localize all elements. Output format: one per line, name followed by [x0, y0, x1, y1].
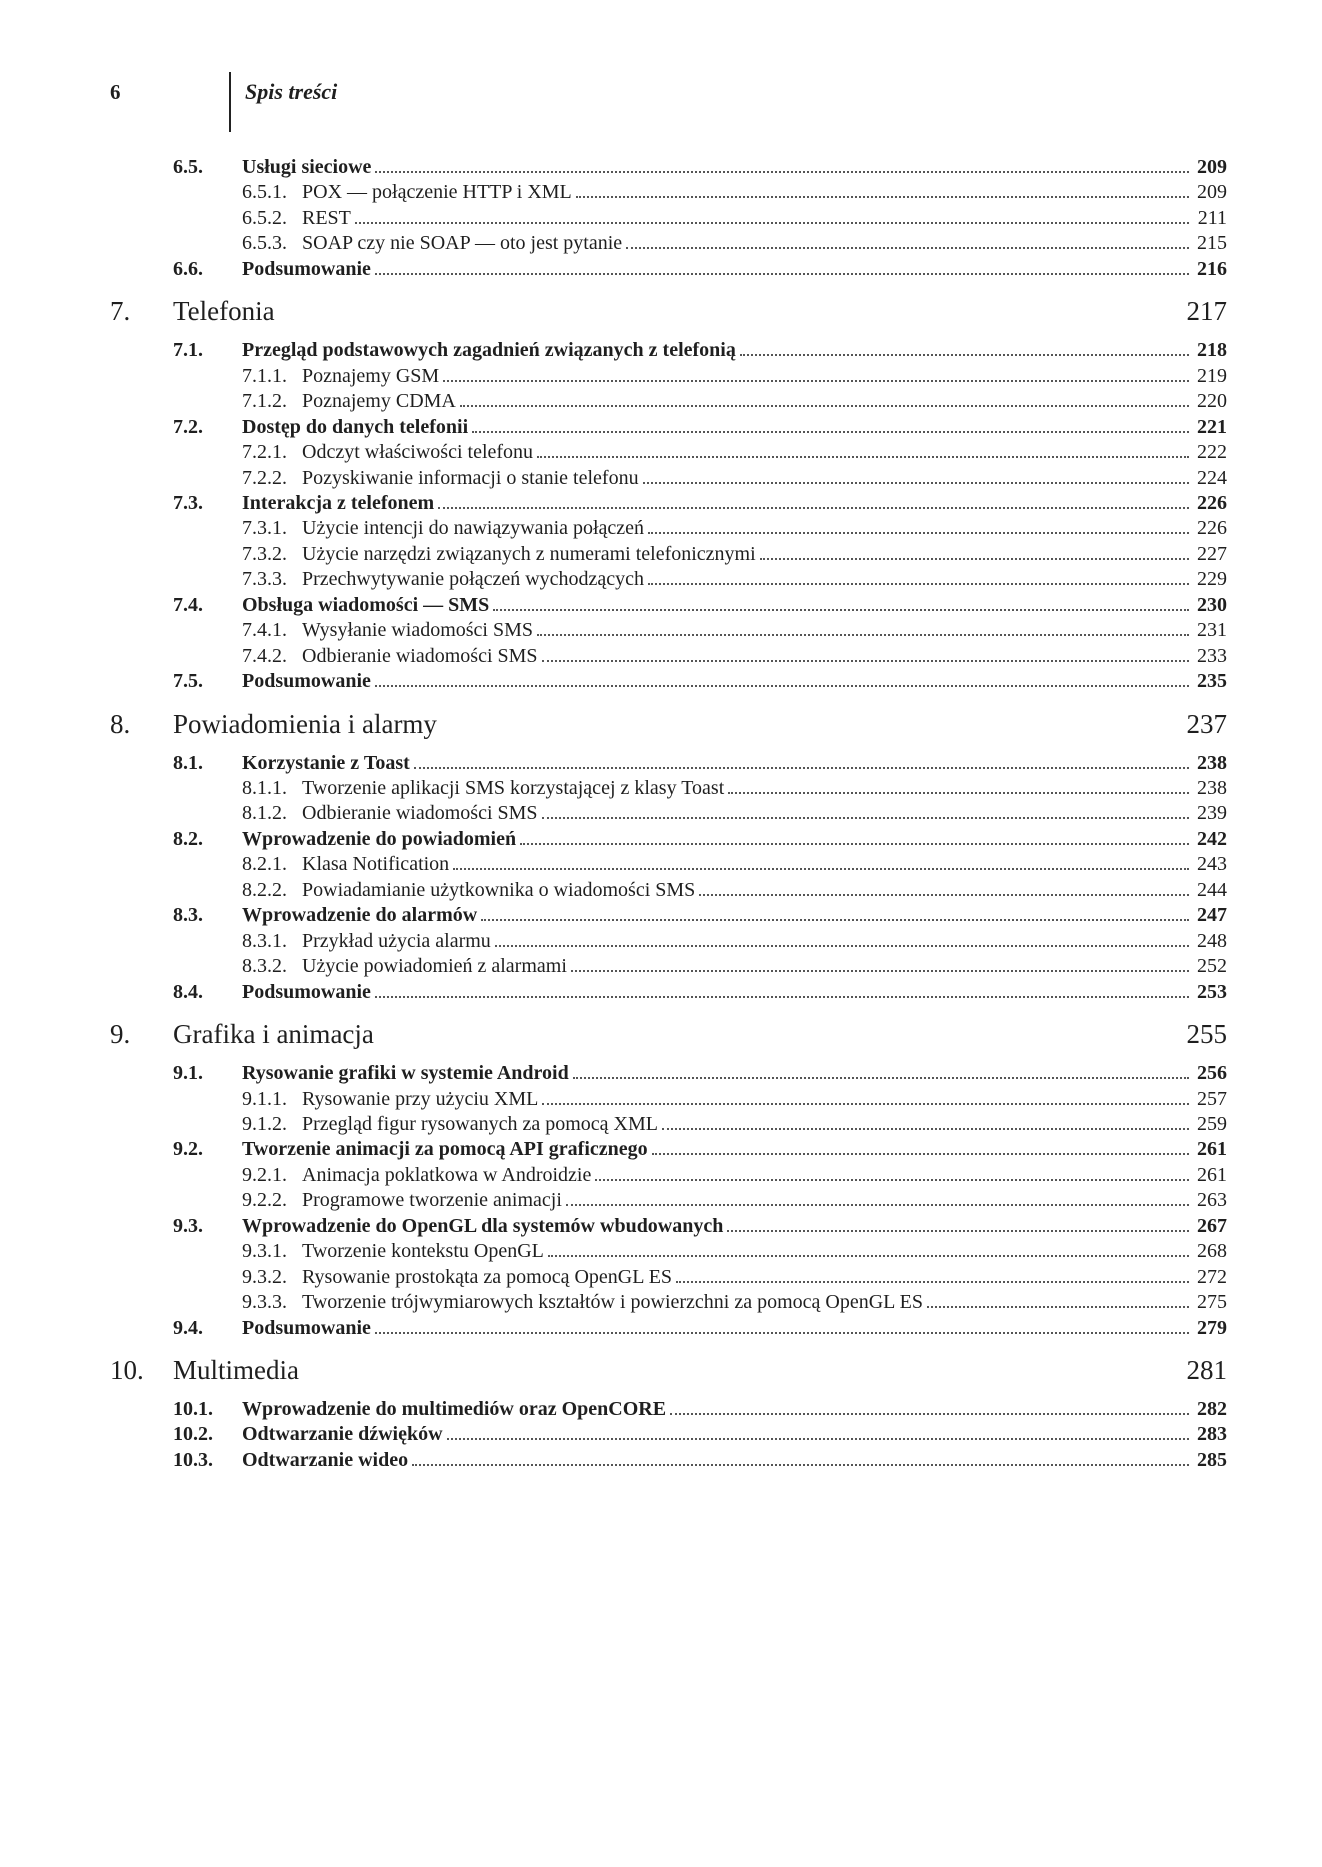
- dot-leader: [453, 868, 1189, 870]
- entry-number: 8.1.: [173, 751, 203, 774]
- chapter-title: Multimedia: [173, 1355, 299, 1385]
- entry-page: 279: [1197, 1316, 1227, 1339]
- header-divider: [229, 72, 231, 132]
- entry-number: 7.2.2.: [242, 466, 287, 489]
- entry-number: 7.2.: [173, 415, 203, 438]
- dot-leader: [670, 1413, 1189, 1415]
- section-entry: [0, 1445, 1322, 1475]
- entry-page: 261: [1197, 1163, 1227, 1186]
- section-entry: [0, 254, 1322, 284]
- entry-line: [242, 977, 1227, 1007]
- entry-title: Obsługa wiadomości — SMS: [242, 593, 490, 616]
- chapter-title: Telefonia: [173, 296, 275, 327]
- entry-title: REST: [302, 206, 351, 229]
- entry-page: 261: [1197, 1138, 1227, 1161]
- entry-title: Wprowadzenie do alarmów: [242, 904, 478, 927]
- entry-number: 9.2.2.: [242, 1189, 287, 1212]
- entry-number: 7.4.1.: [242, 619, 287, 642]
- entry-page: 267: [1197, 1214, 1227, 1237]
- dot-leader: [760, 558, 1189, 560]
- entry-title: Wprowadzenie do powiadomień: [242, 827, 517, 850]
- entry-page: 221: [1197, 415, 1227, 438]
- dot-leader: [566, 1204, 1189, 1206]
- entry-title: Przegląd podstawowych zagadnień związanych z telefonią: [242, 339, 736, 362]
- entry-page: 247: [1197, 904, 1227, 927]
- dot-leader: [595, 1179, 1189, 1181]
- page-number: 6: [110, 80, 121, 104]
- entry-title: Klasa Notification: [302, 853, 450, 876]
- entry-number: 8.2.1.: [242, 853, 287, 876]
- dot-leader: [542, 817, 1189, 819]
- entry-page: 283: [1197, 1423, 1227, 1446]
- dot-leader: [460, 405, 1189, 407]
- entry-title: SOAP czy nie SOAP — oto jest pytanie: [302, 232, 623, 255]
- entry-page: 238: [1197, 777, 1227, 799]
- dot-leader: [493, 609, 1189, 611]
- entry-number: 6.5.1.: [242, 181, 287, 204]
- entry-page: 252: [1197, 955, 1227, 978]
- entry-number: 7.1.1.: [242, 364, 287, 387]
- dot-leader: [438, 507, 1189, 509]
- dot-leader: [472, 431, 1189, 433]
- entry-number: 6.6.: [173, 257, 203, 280]
- entry-number: 9.3.1.: [242, 1240, 287, 1263]
- entry-page: 226: [1197, 491, 1227, 514]
- entry-title: Programowe tworzenie animacji: [302, 1189, 562, 1212]
- chapter-page: 217: [1186, 296, 1227, 327]
- chapter-page: 237: [1186, 708, 1227, 739]
- entry-number: 7.3.3.: [242, 568, 287, 591]
- entry-number: 8.2.2.: [242, 878, 287, 901]
- chapter-number: 9.: [110, 1019, 131, 1050]
- dot-leader: [375, 1332, 1189, 1334]
- entry-page: 268: [1197, 1240, 1227, 1263]
- dot-leader: [495, 945, 1189, 947]
- chapter-page: 281: [1186, 1355, 1227, 1385]
- entry-page: 226: [1197, 517, 1227, 540]
- entry-page: 209: [1197, 181, 1227, 204]
- entry-line: [242, 666, 1227, 696]
- entry-title: Odbieranie wiadomości SMS: [302, 802, 538, 825]
- entry-number: 8.4.: [173, 980, 203, 1003]
- dot-leader: [443, 380, 1189, 382]
- entry-number: 9.1.1.: [242, 1087, 287, 1110]
- entry-number: 7.2.1.: [242, 441, 287, 464]
- entry-title: Interakcja z telefonem: [242, 491, 435, 514]
- chapter-heading: [0, 704, 1322, 744]
- entry-page: 243: [1197, 853, 1227, 876]
- entry-number: 7.3.1.: [242, 517, 287, 540]
- entry-title: Poznajemy GSM: [302, 364, 440, 387]
- entry-title: Odtwarzanie dźwięków: [242, 1423, 443, 1446]
- entry-title: Rysowanie grafiki w systemie Android: [242, 1062, 569, 1085]
- entry-number: 7.1.: [173, 339, 203, 362]
- entry-title: Tworzenie aplikacji SMS korzystającej z klasy Toast: [302, 777, 725, 799]
- entry-number: 8.3.: [173, 904, 203, 927]
- entry-number: 9.2.1.: [242, 1163, 287, 1186]
- dot-leader: [537, 634, 1189, 636]
- entry-number: 7.5.: [173, 670, 203, 693]
- entry-page: 242: [1197, 827, 1227, 850]
- entry-title: Tworzenie trójwymiarowych kształtów i powierzchni za pomocą OpenGL ES: [302, 1291, 923, 1314]
- entry-page: 235: [1197, 670, 1227, 693]
- entry-page: 216: [1197, 257, 1227, 280]
- dot-leader: [375, 273, 1189, 275]
- entry-title: Odtwarzanie wideo: [242, 1448, 409, 1471]
- entry-page: 233: [1197, 644, 1227, 667]
- chapter-number: 10.: [110, 1355, 144, 1385]
- entry-number: 7.3.: [173, 491, 203, 514]
- entry-page: 227: [1197, 542, 1227, 565]
- dot-leader: [447, 1438, 1189, 1440]
- entry-number: 9.4.: [173, 1316, 203, 1339]
- entry-page: 224: [1197, 466, 1227, 489]
- section-entry: [0, 977, 1322, 1007]
- dot-leader: [626, 247, 1189, 249]
- dot-leader: [573, 1077, 1189, 1079]
- dot-leader: [676, 1281, 1189, 1283]
- entry-title: Dostęp do danych telefonii: [242, 415, 469, 438]
- entry-page: 259: [1197, 1112, 1227, 1135]
- entry-line: [242, 1445, 1227, 1475]
- entry-title: Użycie intencji do nawiązywania połączeń: [302, 517, 645, 540]
- entry-page: 219: [1197, 364, 1227, 387]
- entry-page: 230: [1197, 593, 1227, 616]
- entry-number: 7.4.: [173, 593, 203, 616]
- entry-title: Odczyt właściwości telefonu: [302, 441, 534, 464]
- dot-leader: [648, 532, 1189, 534]
- entry-page: 231: [1197, 619, 1227, 642]
- entry-number: 9.2.: [173, 1138, 203, 1161]
- entry-title: Poznajemy CDMA: [302, 390, 456, 413]
- dot-leader: [576, 196, 1189, 198]
- entry-line: [242, 1313, 1227, 1343]
- entry-page: 229: [1197, 568, 1227, 591]
- entry-number: 6.5.3.: [242, 232, 287, 255]
- entry-number: 10.2.: [173, 1423, 213, 1446]
- dot-leader: [548, 1255, 1189, 1257]
- running-title: Spis treści: [245, 79, 338, 104]
- entry-page: 275: [1197, 1291, 1227, 1314]
- entry-title: POX — połączenie HTTP i XML: [302, 181, 572, 204]
- entry-number: 9.3.: [173, 1214, 203, 1237]
- entry-number: 8.3.2.: [242, 955, 287, 978]
- entry-page: 244: [1197, 878, 1227, 901]
- page-header: [0, 0, 1322, 140]
- entry-page: 263: [1197, 1189, 1227, 1212]
- entry-title: Użycie powiadomień z alarmami: [302, 955, 567, 978]
- entry-page: 282: [1197, 1398, 1227, 1420]
- entry-page: 272: [1197, 1265, 1227, 1288]
- entry-title: Korzystanie z Toast: [242, 751, 410, 774]
- entry-title: Wprowadzenie do multimediów oraz OpenCORE: [242, 1398, 667, 1420]
- dot-leader: [542, 1103, 1189, 1105]
- chapter-title: Powiadomienia i alarmy: [173, 708, 437, 739]
- chapter-heading: [0, 1014, 1322, 1054]
- entry-number: 7.3.2.: [242, 542, 287, 565]
- entry-page: 248: [1197, 929, 1227, 952]
- section-entry: [0, 1313, 1322, 1343]
- entry-title: Przykład użycia alarmu: [302, 929, 491, 952]
- entry-page: 239: [1197, 802, 1227, 825]
- dot-leader: [740, 354, 1189, 356]
- entry-page: 256: [1197, 1062, 1227, 1085]
- dot-leader: [537, 456, 1189, 458]
- entry-title: Użycie narzędzi związanych z numerami telefonicznymi: [302, 542, 756, 565]
- dot-leader: [375, 685, 1189, 687]
- entry-page: 253: [1197, 980, 1227, 1003]
- entry-page: 222: [1197, 441, 1227, 464]
- entry-number: 9.1.: [173, 1062, 203, 1085]
- dot-leader: [414, 767, 1189, 769]
- entry-title: Usługi sieciowe: [242, 156, 372, 178]
- dot-leader: [727, 1230, 1189, 1232]
- entry-number: 8.2.: [173, 827, 203, 850]
- entry-page: 211: [1197, 206, 1227, 229]
- entry-title: Podsumowanie: [242, 670, 371, 693]
- chapter-heading: [0, 1350, 1322, 1390]
- entry-number: 6.5.: [173, 156, 203, 178]
- dot-leader: [520, 843, 1189, 845]
- dot-leader: [699, 894, 1189, 896]
- dot-leader: [481, 919, 1189, 921]
- entry-number: 8.3.1.: [242, 929, 287, 952]
- dot-leader: [662, 1128, 1189, 1130]
- chapter-heading: [0, 291, 1322, 331]
- entry-number: 9.1.2.: [242, 1112, 287, 1135]
- entry-number: 10.1.: [173, 1398, 213, 1420]
- chapter-page: 255: [1186, 1019, 1227, 1050]
- entry-title: Odbieranie wiadomości SMS: [302, 644, 538, 667]
- entry-title: Pozyskiwanie informacji o stanie telefonu: [302, 466, 639, 489]
- entry-title: Rysowanie przy użyciu XML: [302, 1087, 539, 1110]
- dot-leader: [412, 1464, 1189, 1466]
- section-entry: [0, 666, 1322, 696]
- entry-title: Wprowadzenie do OpenGL dla systemów wbudowanych: [242, 1214, 724, 1237]
- entry-title: Podsumowanie: [242, 257, 371, 280]
- entry-title: Powiadamianie użytkownika o wiadomości SMS: [302, 878, 696, 901]
- entry-page: 209: [1197, 156, 1227, 178]
- entry-number: 7.4.2.: [242, 644, 287, 667]
- entry-number: 8.1.1.: [242, 777, 287, 799]
- entry-page: 220: [1197, 390, 1227, 413]
- entry-title: Wysyłanie wiadomości SMS: [302, 619, 534, 642]
- entry-title: Tworzenie animacji za pomocą API graficznego: [242, 1138, 648, 1161]
- dot-leader: [728, 792, 1189, 794]
- entry-page: 215: [1197, 232, 1227, 255]
- entry-page: 257: [1197, 1087, 1227, 1110]
- chapter-number: 7.: [110, 296, 131, 327]
- dot-leader: [355, 222, 1189, 224]
- dot-leader: [375, 171, 1189, 173]
- entry-page: 218: [1197, 339, 1227, 362]
- dot-leader: [542, 660, 1189, 662]
- entry-title: Animacja poklatkowa w Androidzie: [302, 1163, 592, 1186]
- entry-title: Podsumowanie: [242, 980, 371, 1003]
- entry-number: 10.3.: [173, 1448, 213, 1471]
- dot-leader: [652, 1153, 1189, 1155]
- entry-title: Tworzenie kontekstu OpenGL: [302, 1240, 544, 1263]
- chapter-number: 8.: [110, 708, 131, 739]
- dot-leader: [927, 1306, 1189, 1308]
- entry-line: [242, 254, 1227, 284]
- entry-title: Przegląd figur rysowanych za pomocą XML: [302, 1112, 658, 1135]
- dot-leader: [375, 996, 1189, 998]
- entry-number: 7.1.2.: [242, 390, 287, 413]
- dot-leader: [643, 482, 1189, 484]
- entry-number: 9.3.3.: [242, 1291, 287, 1314]
- entry-number: 9.3.2.: [242, 1265, 287, 1288]
- entry-page: 238: [1197, 751, 1227, 774]
- chapter-title: Grafika i animacja: [173, 1019, 374, 1050]
- dot-leader: [648, 583, 1189, 585]
- entry-title: Przechwytywanie połączeń wychodzących: [302, 568, 645, 591]
- entry-number: 8.1.2.: [242, 802, 287, 825]
- entry-page: 285: [1197, 1448, 1227, 1471]
- dot-leader: [571, 970, 1189, 972]
- entry-title: Rysowanie prostokąta za pomocą OpenGL ES: [302, 1265, 673, 1288]
- entry-title: Podsumowanie: [242, 1316, 371, 1339]
- entry-number: 6.5.2.: [242, 206, 287, 229]
